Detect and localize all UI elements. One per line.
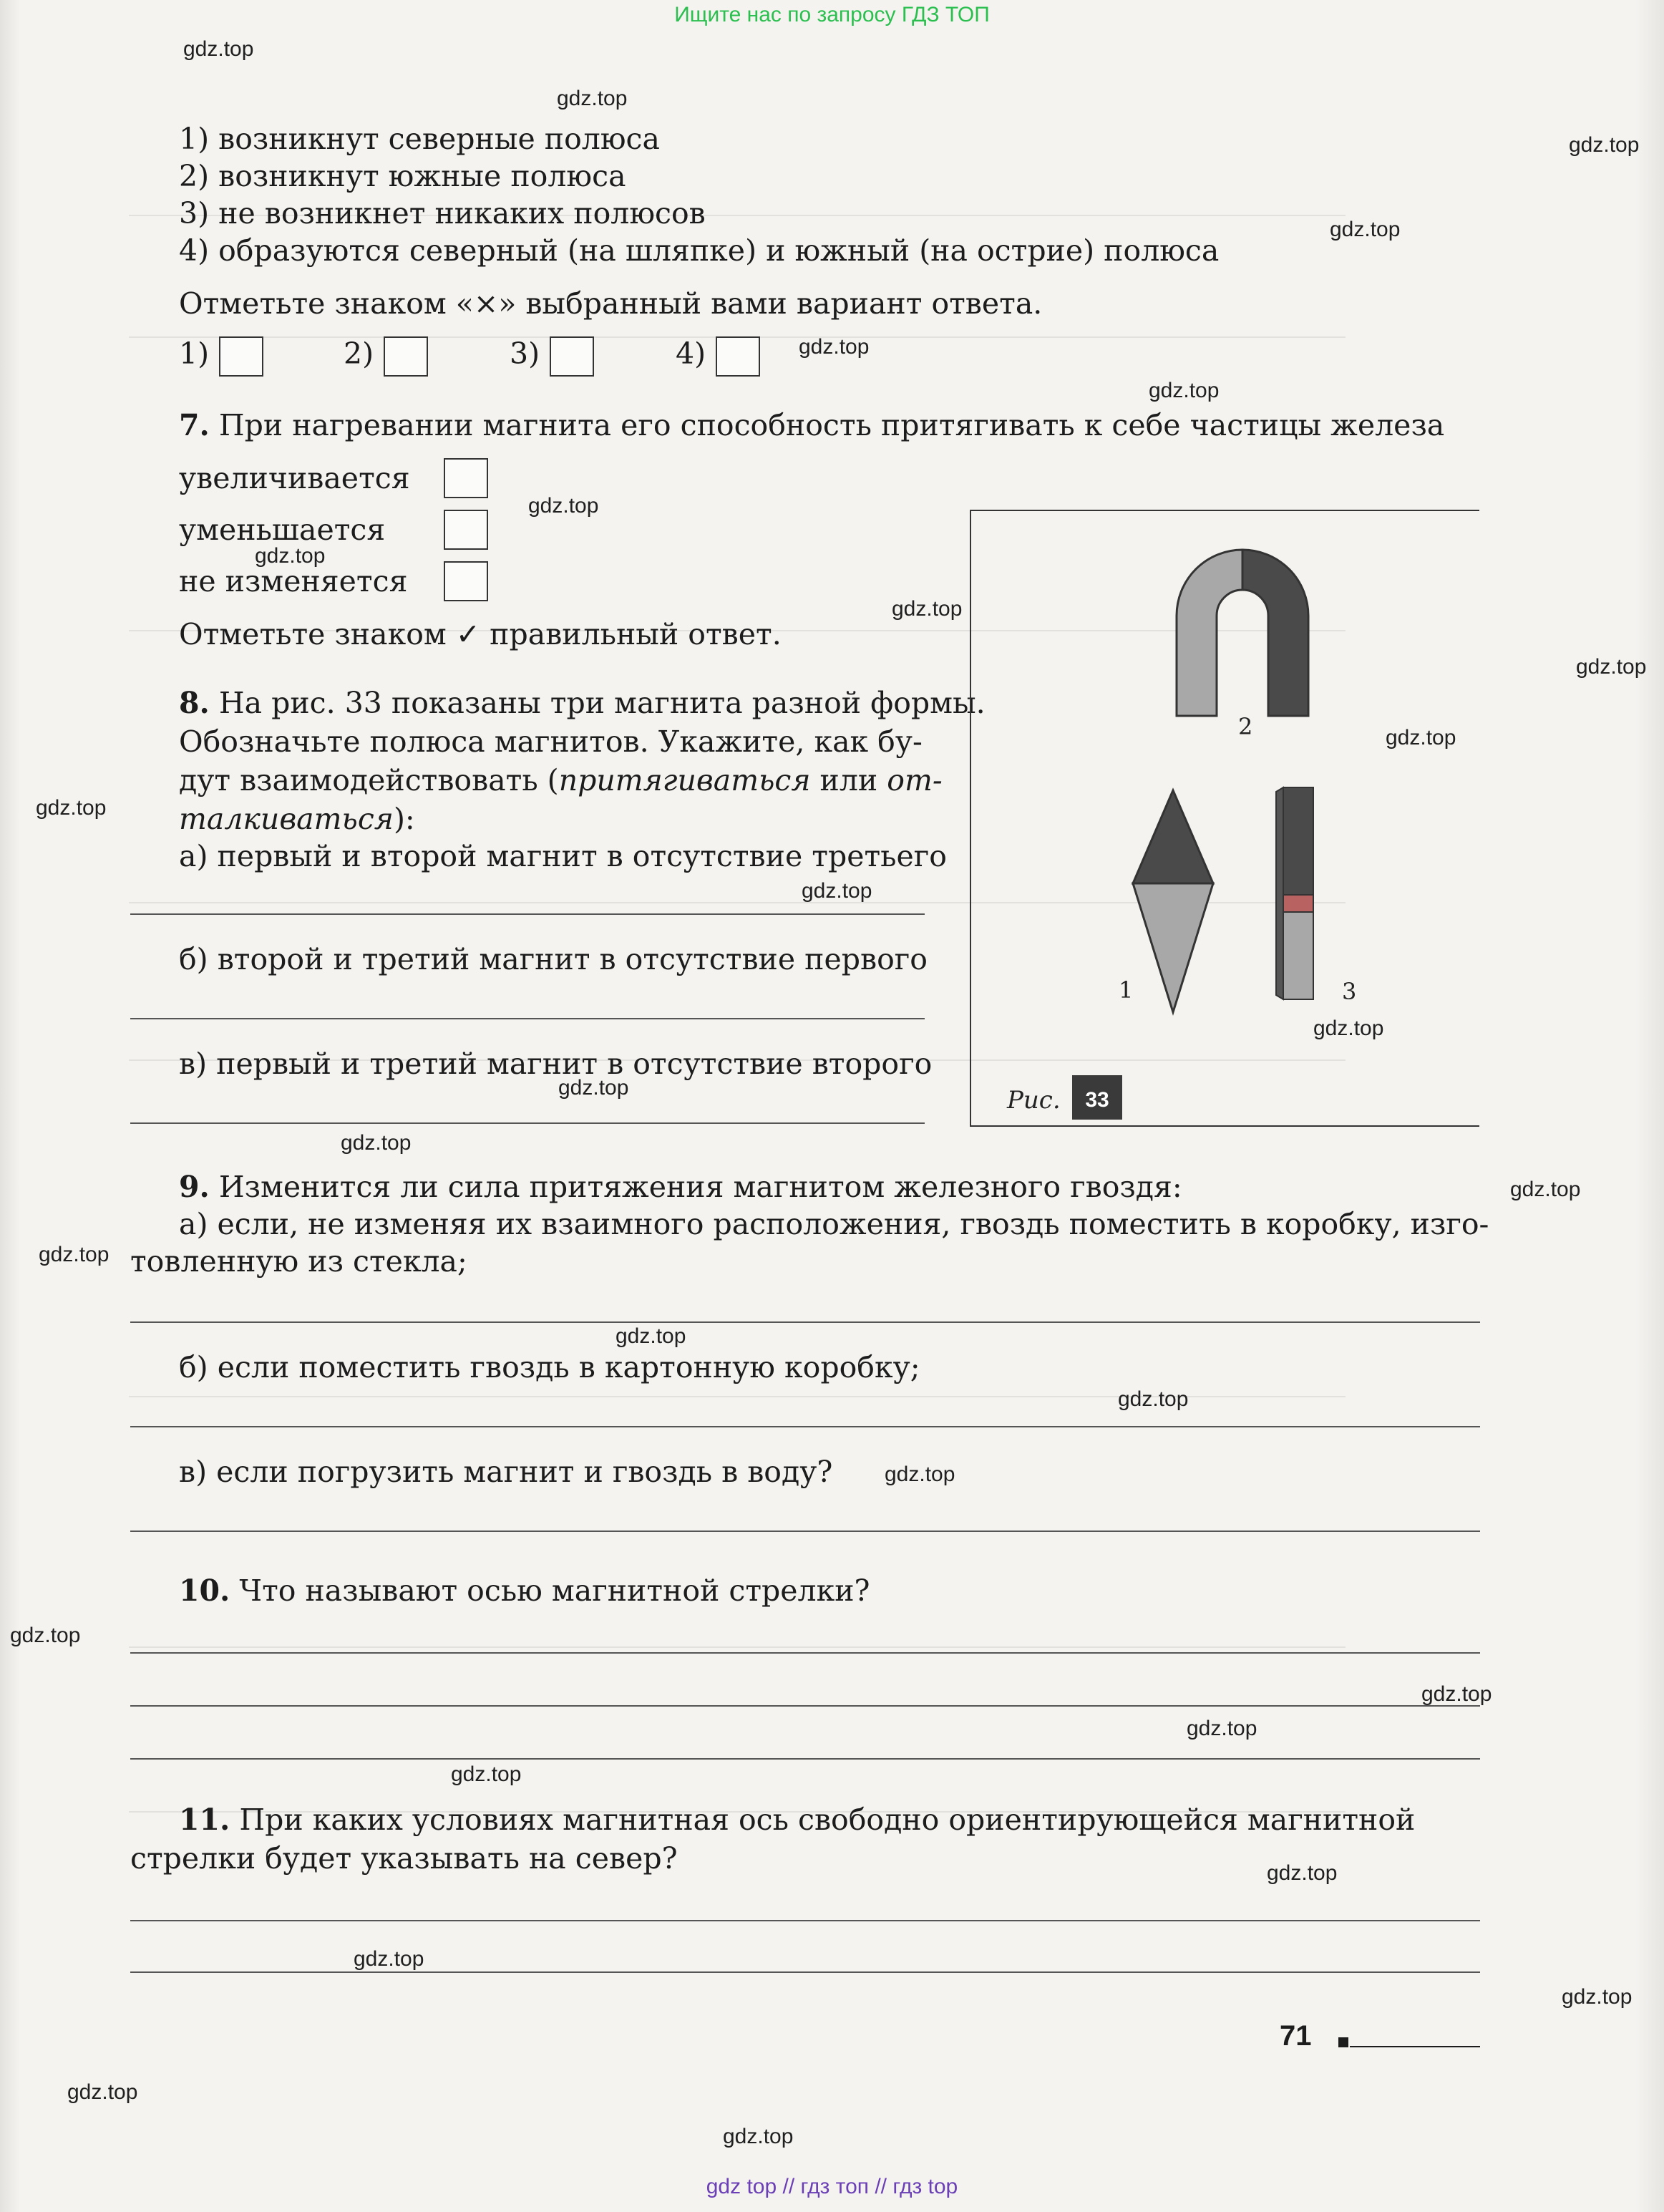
q9-part-c: в) если погрузить магнит и гвоздь в воду? <box>179 1455 833 1489</box>
watermark: gdz.top <box>1118 1387 1189 1411</box>
watermark: gdz.top <box>885 1462 955 1486</box>
q8-text-line-1: 8. На рис. 33 показаны три магнита разной формы. <box>179 686 986 720</box>
page-number: 71 <box>1280 2020 1312 2052</box>
horseshoe-magnet <box>1177 550 1308 716</box>
q6-choice-label-3: 3) <box>510 336 540 371</box>
watermark: gdz.top <box>616 1324 686 1348</box>
watermark: gdz.top <box>1569 133 1640 157</box>
q8-part-b: б) второй и третий магнит в отсутствие первого <box>179 942 928 976</box>
watermark: gdz.top <box>1149 379 1220 402</box>
q6-checkbox-1[interactable] <box>219 336 263 377</box>
watermark: gdz.top <box>1386 726 1456 750</box>
q6-choice-label-4: 4) <box>676 336 706 371</box>
q6-choice-label-2: 2) <box>344 336 374 371</box>
q6-checkbox-2[interactable] <box>384 336 428 377</box>
q9-answer-line-c[interactable] <box>130 1531 1480 1532</box>
watermark: gdz.top <box>1510 1178 1581 1201</box>
q8-answer-line-b[interactable] <box>130 1018 925 1019</box>
q8-text-line-3: дут взаимодействовать (притягиваться или от- <box>179 763 943 797</box>
watermark: gdz.top <box>723 2125 794 2148</box>
q11-answer-line-1[interactable] <box>130 1920 1480 1921</box>
watermark: gdz.top <box>1187 1717 1257 1740</box>
watermark: gdz.top <box>10 1624 81 1647</box>
q11-answer-line-2[interactable] <box>130 1971 1480 1973</box>
q9-part-a-line-1: а) если, не изменяя их взаимного расположения, гвоздь поместить в коробку, изго- <box>179 1207 1489 1241</box>
q11-text-line-1: 11. При каких условиях магнитная ось свободно ориентирующейся магнитной <box>179 1803 1416 1837</box>
page-edge-shadow-right <box>1635 0 1664 2212</box>
watermark: gdz.top <box>39 1243 110 1266</box>
watermark: gdz.top <box>802 879 872 903</box>
q6-option-2: 2) возникнут южные полюса <box>179 159 626 193</box>
q10-answer-line-3[interactable] <box>130 1758 1480 1760</box>
watermark: gdz.top <box>341 1131 412 1155</box>
q7-option-label-1: увеличивается <box>179 461 410 495</box>
q7-option-label-2: уменьшается <box>179 513 386 547</box>
q6-checkbox-4[interactable] <box>716 336 760 377</box>
watermark: gdz.top <box>451 1762 522 1786</box>
watermark: gdz.top <box>1330 218 1401 241</box>
q7-checkbox-1[interactable] <box>444 458 488 498</box>
q8-text-line-2: Обозначьте полюса магнитов. Укажите, как бу- <box>179 724 923 759</box>
q8-text-line-4: талкиваться): <box>179 802 415 836</box>
q6-checkbox-3[interactable] <box>550 336 594 377</box>
watermark: gdz.top <box>1421 1682 1492 1706</box>
q8-part-a: а) первый и второй магнит в отсутствие третьего <box>179 839 947 873</box>
footer-banner[interactable]: gdz top // гдз топ // гдз top <box>706 2175 958 2198</box>
q7-checkbox-2[interactable] <box>444 510 488 550</box>
q6-option-3: 3) не возникнет никаких полюсов <box>179 196 706 231</box>
watermark: gdz.top <box>36 796 107 820</box>
watermark: gdz.top <box>1576 655 1647 679</box>
watermark: gdz.top <box>799 335 870 359</box>
watermark: gdz.top <box>557 87 628 110</box>
watermark: gdz.top <box>354 1947 424 1971</box>
figure-caption: Рис. <box>1007 1086 1061 1115</box>
watermark: gdz.top <box>67 2080 138 2104</box>
q9-part-a-line-2: товленную из стекла; <box>130 1244 467 1279</box>
watermark: gdz.top <box>528 494 599 518</box>
watermark: gdz.top <box>558 1076 629 1100</box>
q8-part-c: в) первый и третий магнит в отсутствие второго <box>179 1047 933 1081</box>
q9-answer-line-b[interactable] <box>130 1426 1480 1427</box>
q10-text: 10. Что называют осью магнитной стрелки? <box>179 1573 870 1608</box>
figure-33-magnets <box>971 511 1476 1122</box>
watermark: gdz.top <box>1562 1985 1633 2009</box>
page-number-marker <box>1338 2037 1348 2047</box>
page-number-rule <box>1350 2046 1480 2047</box>
q10-answer-line-2[interactable] <box>130 1705 1480 1707</box>
q7-checkbox-3[interactable] <box>444 561 488 601</box>
q6-option-1: 1) возникнут северные полюса <box>179 122 660 156</box>
q10-answer-line-1[interactable] <box>130 1652 1480 1654</box>
diamond-magnet <box>1133 790 1213 1012</box>
q9-answer-line-a[interactable] <box>130 1321 1480 1323</box>
figure-label-1: 1 <box>1119 976 1134 1004</box>
watermark: gdz.top <box>1313 1017 1384 1040</box>
q9-text: 9. Изменится ли сила притяжения магнитом железного гвоздя: <box>179 1170 1182 1204</box>
search-banner[interactable]: Ищите нас по запросу ГДЗ ТОП <box>674 3 990 26</box>
q6-choice-label-1: 1) <box>179 336 210 371</box>
bar-magnet <box>1276 787 1313 999</box>
watermark: gdz.top <box>1267 1861 1338 1885</box>
q9-part-b: б) если поместить гвоздь в картонную коробку; <box>179 1350 920 1384</box>
bleed-through-line <box>129 1646 1346 1648</box>
watermark: gdz.top <box>183 37 254 61</box>
q6-instruction: Отметьте знаком «×» выбранный вами вариант ответа. <box>179 286 1043 321</box>
q7-instruction: Отметьте знаком ✓ правильный ответ. <box>179 617 782 651</box>
watermark: gdz.top <box>255 544 326 568</box>
page-edge-shadow-left <box>0 0 20 2212</box>
q6-option-4: 4) образуются северный (на шляпке) и южный (на острие) полюса <box>179 233 1220 268</box>
q8-answer-line-c[interactable] <box>130 1122 925 1124</box>
watermark: gdz.top <box>892 597 963 621</box>
q7-option-label-3: не изменяется <box>179 564 408 598</box>
q8-answer-line-a[interactable] <box>130 913 925 915</box>
figure-label-2: 2 <box>1238 713 1253 740</box>
q7-text: 7. При нагревании магнита его способность притягивать к себе частицы железа <box>179 408 1445 442</box>
figure-label-3: 3 <box>1342 978 1357 1005</box>
figure-number: 33 <box>1085 1088 1109 1112</box>
q11-text-line-2: стрелки будет указывать на север? <box>130 1841 678 1876</box>
